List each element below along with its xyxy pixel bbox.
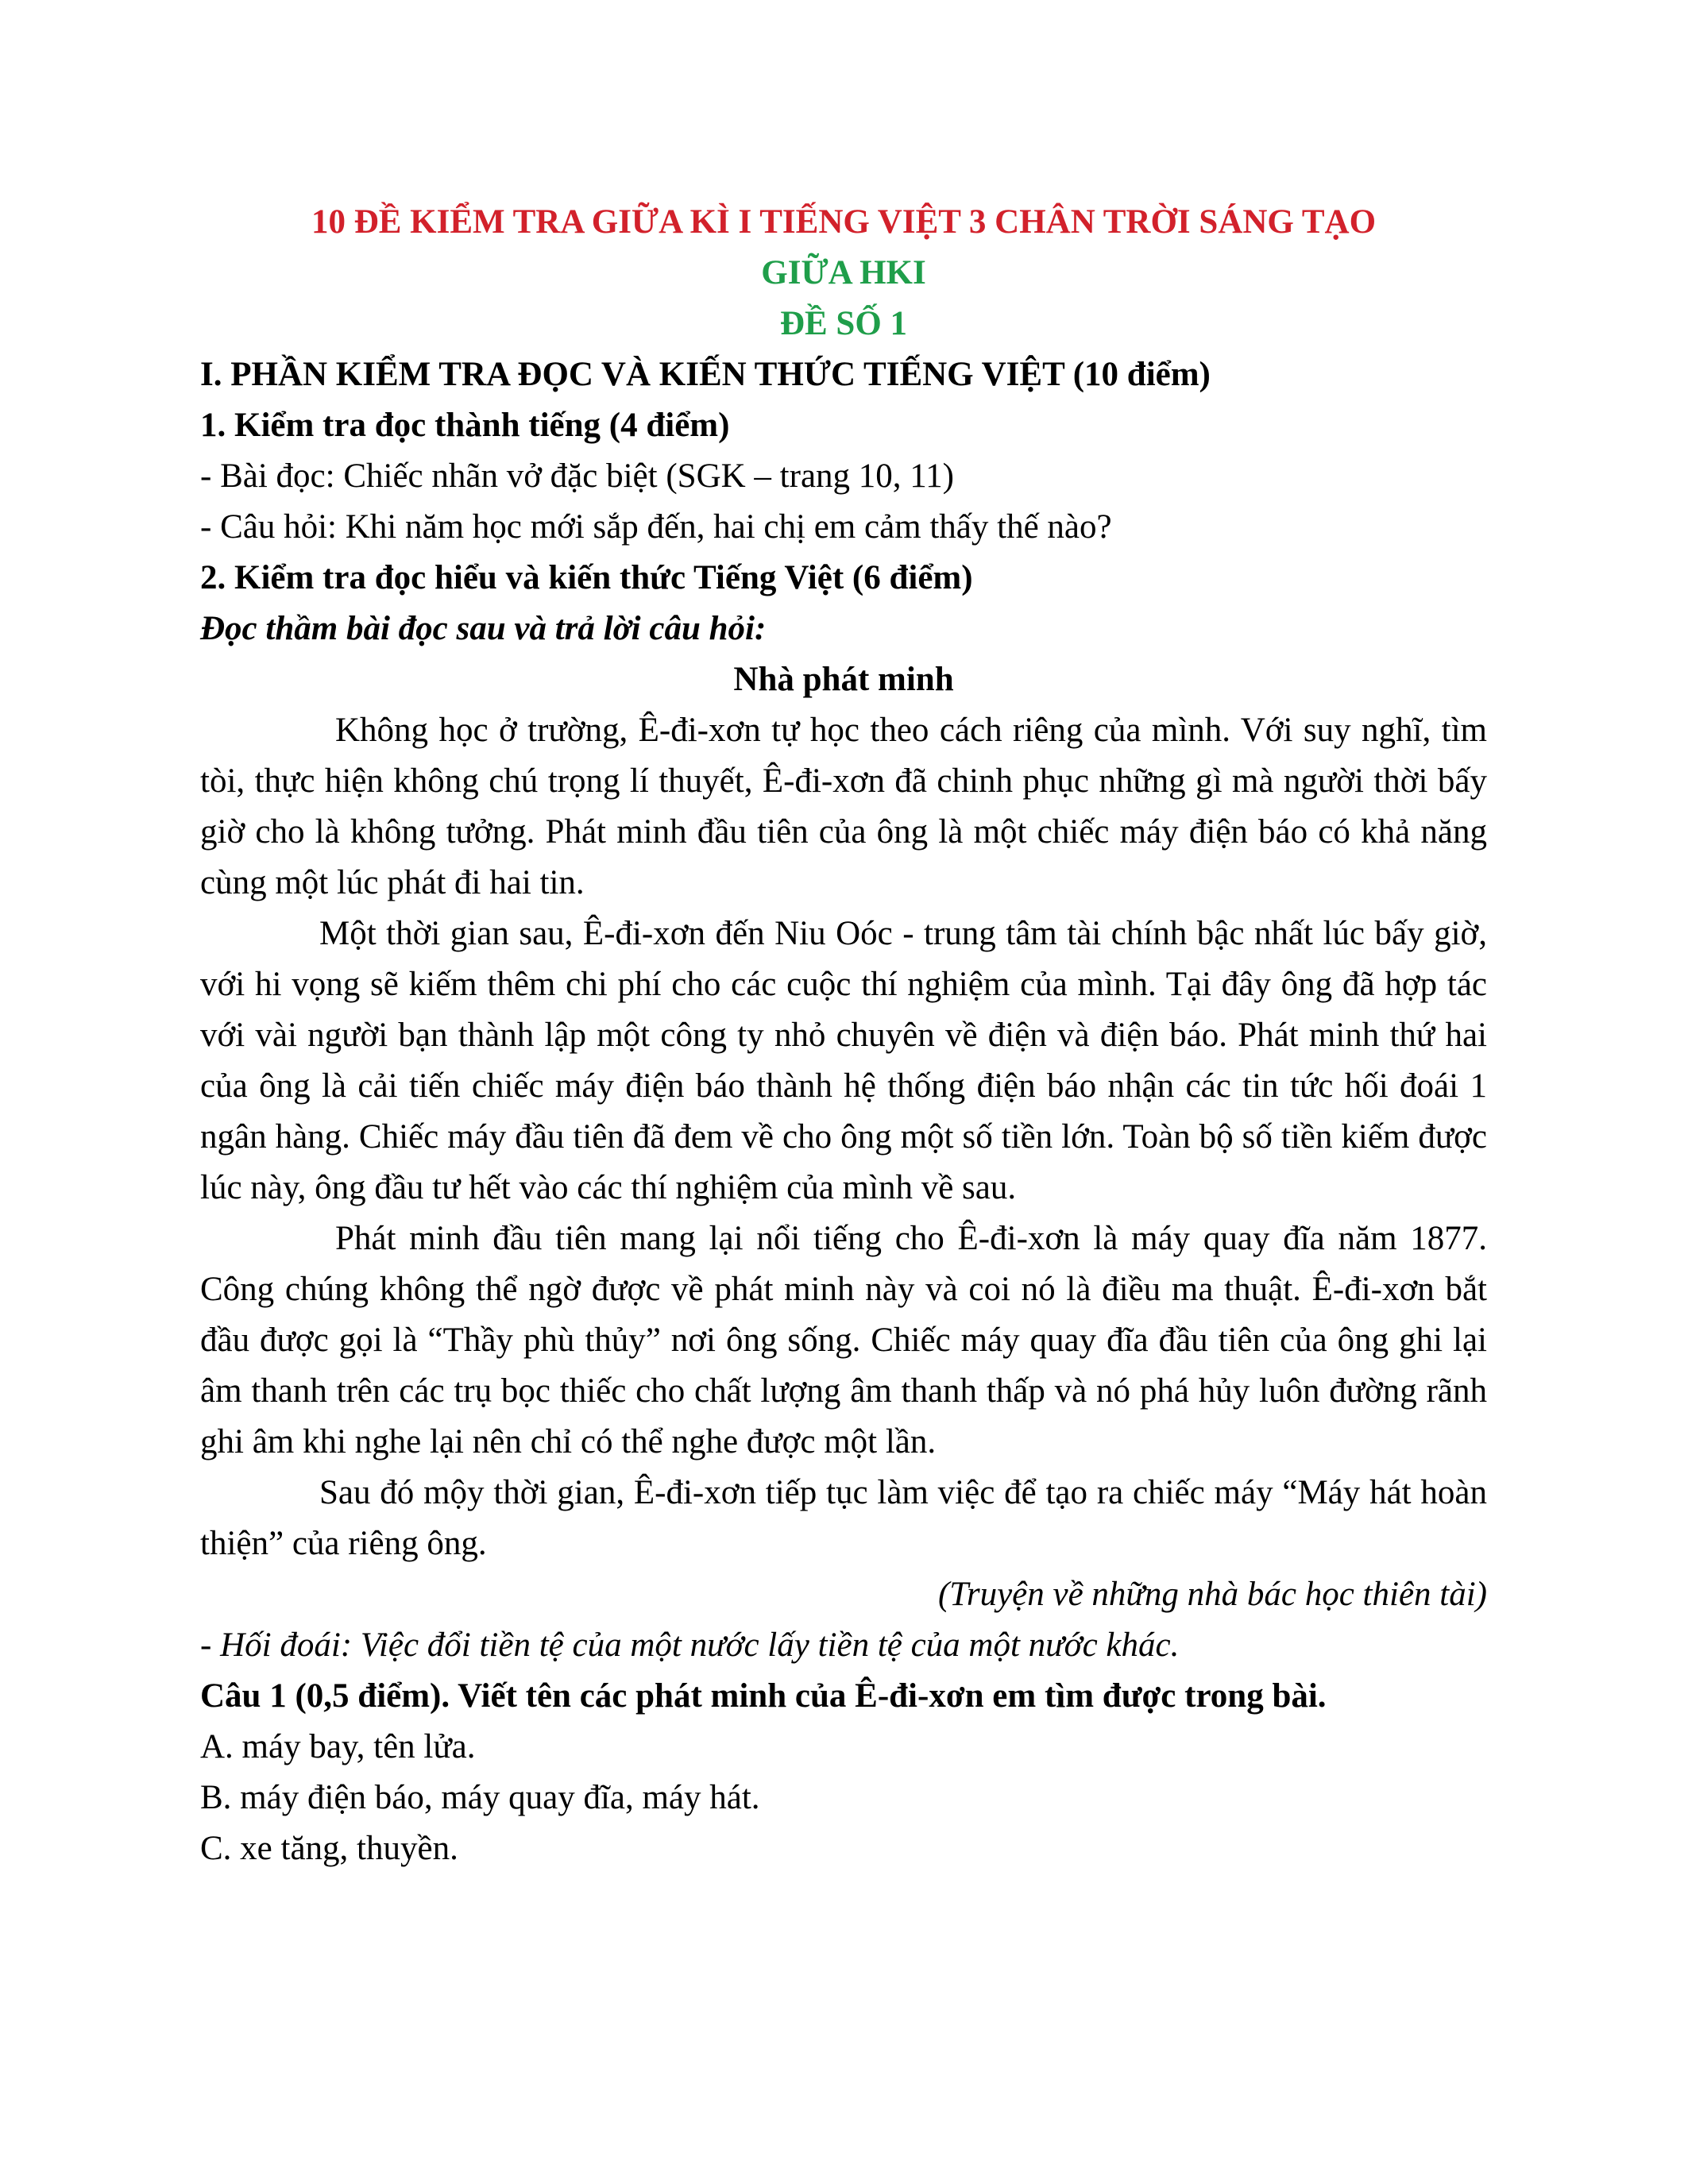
- reading-paragraph-1: Không học ở trường, Ê-đi-xơn tự học theo cách riêng của mình. Với suy nghĩ, tìm tòi, thực hiện không chú trọng lí thuyết, Ê-đi-xơn đã chinh phục những gì mà người thời bấy giờ cho là không tưởng. Phát minh đầu tiên của ông là một chiếc máy điện báo có khả năng cùng một lúc phát đi hai tin.: [200, 712, 1487, 901]
- document-content: [200, 197, 1487, 1874]
- part1-reading-item: - Bài đọc: Chiếc nhãn vở đặc biệt (SGK – trang 10, 11): [200, 457, 955, 495]
- question-1-option-c: C. xe tăng, thuyền.: [200, 1830, 458, 1867]
- glossary-note: - Hối đoái: Việc đổi tiền tệ của một nước lấy tiền tệ của một nước khác.: [200, 1626, 1180, 1664]
- document-subtitle: GIỮA HKI: [761, 254, 926, 291]
- reading-title: Nhà phát minh: [733, 661, 954, 698]
- exam-number: ĐỀ SỐ 1: [779, 305, 908, 342]
- document-title: 10 ĐỀ KIỂM TRA GIỮA KÌ I TIẾNG VIỆT 3 CHÂN TRỜI SÁNG TẠO: [311, 203, 1377, 241]
- question-1-option-a: A. máy bay, tên lửa.: [200, 1728, 476, 1765]
- reading-paragraph-3: Phát minh đầu tiên mang lại nổi tiếng cho Ê-đi-xơn là máy quay đĩa năm 1877. Công chúng không thể ngờ được về phát minh này và coi nó là điều ma thuật. Ê-đi-xơn bắt đầu được gọi là “Thầy phù thủy” nơi ông sống. Chiếc máy quay đĩa đầu tiên của ông ghi lại âm thanh trên các trụ bọc thiếc cho chất lượng âm thanh thấp và nó phá hủy luôn đường rãnh ghi âm khi nghe lại nên chỉ có thể nghe được một lần.: [200, 1220, 1487, 1461]
- part1-question-item: - Câu hỏi: Khi năm học mới sắp đến, hai chị em cảm thấy thế nào?: [200, 508, 1112, 546]
- question-1-option-b: B. máy điện báo, máy quay đĩa, máy hát.: [200, 1779, 760, 1816]
- reading-source: (Truyện về những nhà bác học thiên tài): [937, 1576, 1487, 1613]
- section-heading: I. PHẦN KIỂM TRA ĐỌC VÀ KIẾN THỨC TIẾNG VIỆT (10 điểm): [200, 356, 1211, 393]
- part1-heading: 1. Kiểm tra đọc thành tiếng (4 điểm): [200, 407, 730, 444]
- part2-heading: 2. Kiểm tra đọc hiểu và kiến thức Tiếng Việt (6 điểm): [200, 559, 973, 596]
- reading-instruction: Đọc thầm bài đọc sau và trả lời câu hỏi:: [200, 610, 767, 647]
- question-1-prompt: Câu 1 (0,5 điểm). Viết tên các phát minh của Ê-đi-xơn em tìm được trong bài.: [200, 1677, 1327, 1715]
- reading-paragraph-2: Một thời gian sau, Ê-đi-xơn đến Niu Oóc - trung tâm tài chính bậc nhất lúc bấy giờ, với hi vọng sẽ kiếm thêm chi phí cho các cuộc thí nghiệm của mình. Tại đây ông đã hợp tác với vài người bạn thành lập một công ty nhỏ chuyên về điện và điện báo. Phát minh thứ hai của ông là cải tiến chiếc máy điện báo thành hệ thống điện báo nhận các tin tức hối đoái 1 ngân hàng. Chiếc máy đầu tiên đã đem về cho ông một số tiền lớn. Toàn bộ số tiền kiếm được lúc này, ông đầu tư hết vào các thí nghiệm của mình về sau.: [200, 915, 1487, 1206]
- reading-paragraph-4: Sau đó mộy thời gian, Ê-đi-xơn tiếp tục làm việc để tạo ra chiếc máy “Máy hát hoàn thiện” của riêng ông.: [200, 1474, 1487, 1562]
